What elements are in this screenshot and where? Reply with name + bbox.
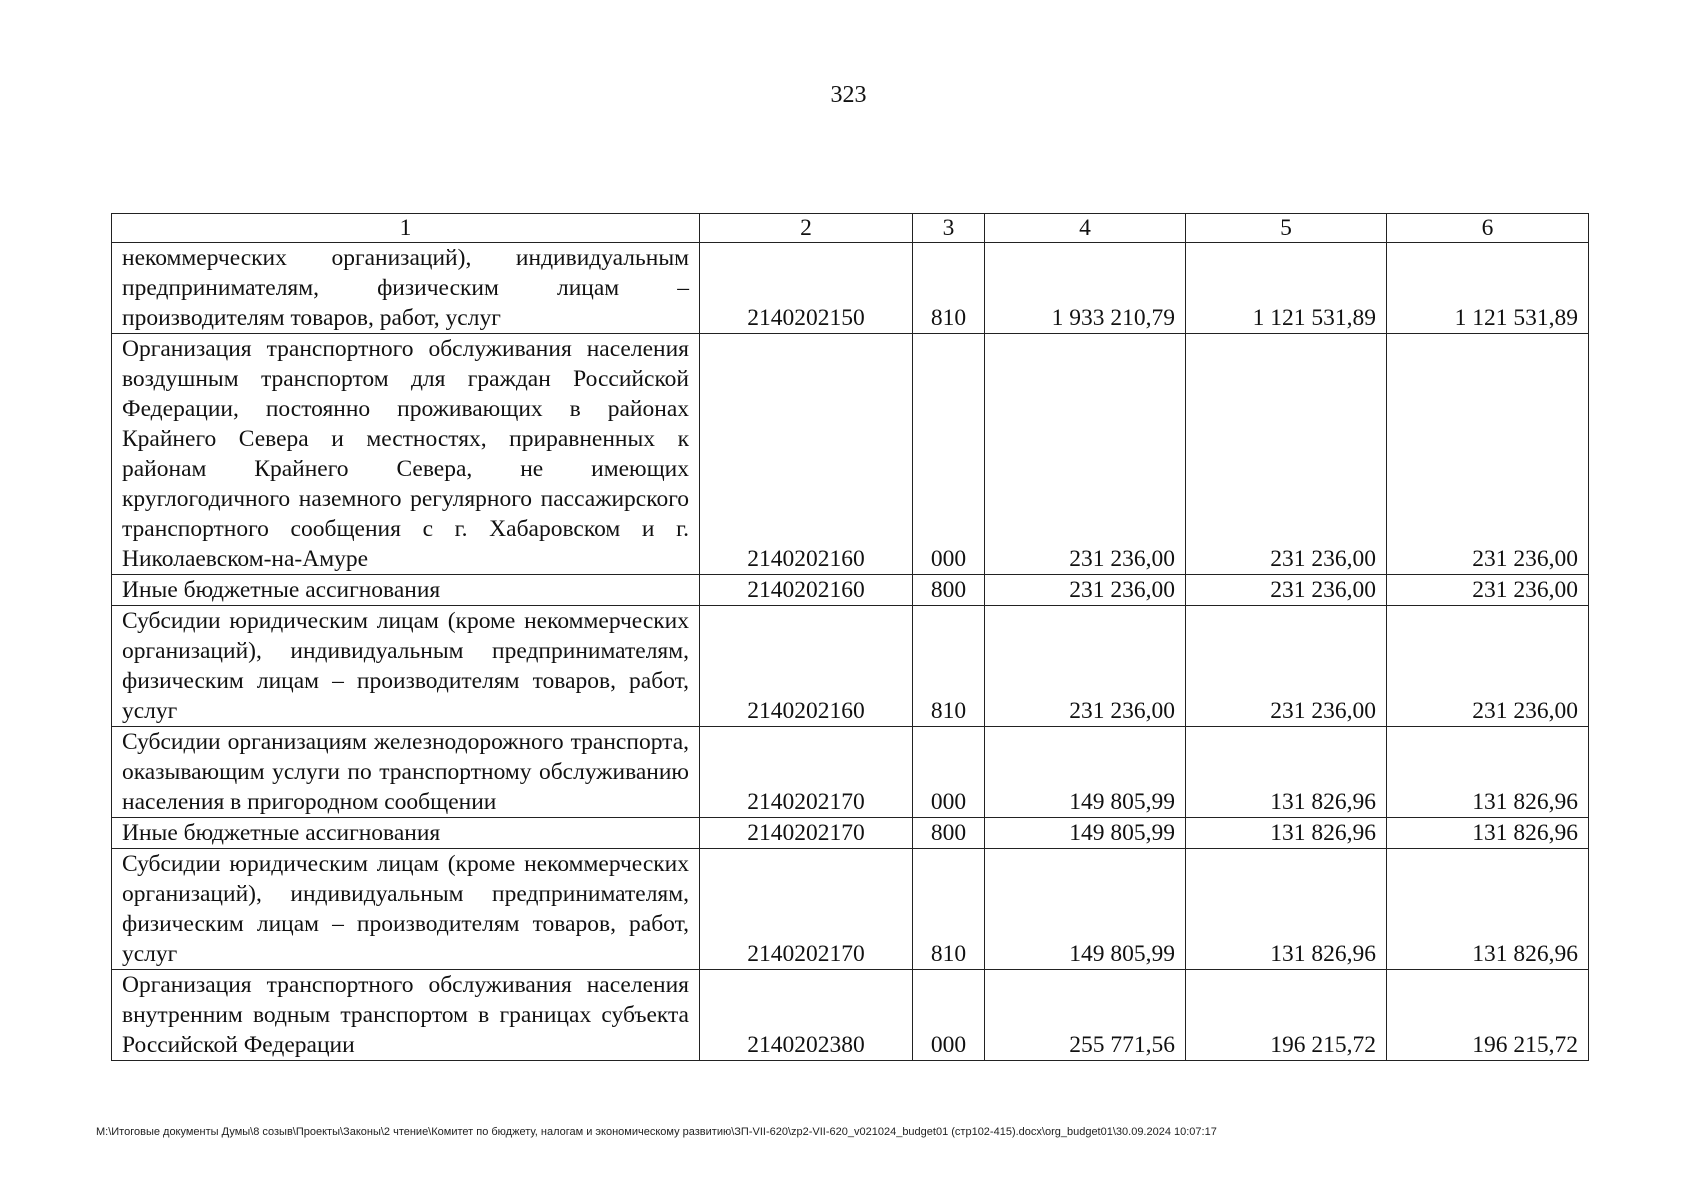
- row-amount-col4: 1 933 210,79: [985, 243, 1186, 334]
- row-amount-col4: 149 805,99: [985, 818, 1186, 849]
- row-description: Иные бюджетные ассигнования: [112, 818, 700, 849]
- row-amount-col5: 131 826,96: [1186, 727, 1387, 818]
- page-number: 323: [830, 82, 867, 108]
- row-target-code: 2140202170: [700, 849, 913, 970]
- row-amount-col4: 149 805,99: [985, 849, 1186, 970]
- column-header: 5: [1186, 214, 1387, 243]
- row-amount-col5: 231 236,00: [1186, 575, 1387, 606]
- table-row: [112, 727, 1589, 818]
- row-amount-col6: 131 826,96: [1387, 849, 1589, 970]
- row-description: Организация транспортного обслуживания населения внутренним водным транспортом в границах субъекта Российской Федерации: [112, 970, 700, 1061]
- row-description: некоммерческих организаций), индивидуальным предпринимателям, физическим лицам – производителям товаров, работ, услуг: [112, 243, 700, 334]
- column-header: 4: [985, 214, 1186, 243]
- row-target-code: 2140202160: [700, 575, 913, 606]
- row-amount-col4: 149 805,99: [985, 727, 1186, 818]
- table-row: [112, 818, 1589, 849]
- row-description: Иные бюджетные ассигнования: [112, 575, 700, 606]
- row-expense-kind: 810: [913, 849, 985, 970]
- budget-table: [111, 213, 1589, 1061]
- row-expense-kind: 000: [913, 727, 985, 818]
- row-expense-kind: 000: [913, 970, 985, 1061]
- row-target-code: 2140202160: [700, 606, 913, 727]
- row-amount-col6: 131 826,96: [1387, 727, 1589, 818]
- row-amount-col6: 231 236,00: [1387, 575, 1589, 606]
- row-amount-col5: 231 236,00: [1186, 334, 1387, 575]
- column-header: 6: [1387, 214, 1589, 243]
- table-row: [112, 334, 1589, 575]
- row-amount-col4: 255 771,56: [985, 970, 1186, 1061]
- row-description: Субсидии юридическим лицам (кроме некоммерческих организаций), индивидуальным предпринимателям, физическим лицам – производителям товаров, работ, услуг: [112, 849, 700, 970]
- column-header: 2: [700, 214, 913, 243]
- row-target-code: 2140202380: [700, 970, 913, 1061]
- row-amount-col6: 1 121 531,89: [1387, 243, 1589, 334]
- row-amount-col6: 131 826,96: [1387, 818, 1589, 849]
- row-amount-col6: 231 236,00: [1387, 334, 1589, 575]
- row-target-code: 2140202150: [700, 243, 913, 334]
- table-row: [112, 970, 1589, 1061]
- row-description: Субсидии организациям железнодорожного транспорта, оказывающим услуги по транспортному обслуживанию населения в пригородном сообщении: [112, 727, 700, 818]
- row-amount-col5: 1 121 531,89: [1186, 243, 1387, 334]
- row-target-code: 2140202170: [700, 727, 913, 818]
- table-row: [112, 849, 1589, 970]
- table-header-row: [112, 214, 1589, 243]
- row-expense-kind: 800: [913, 818, 985, 849]
- row-amount-col4: 231 236,00: [985, 606, 1186, 727]
- row-amount-col5: 196 215,72: [1186, 970, 1387, 1061]
- row-amount-col6: 196 215,72: [1387, 970, 1589, 1061]
- row-target-code: 2140202160: [700, 334, 913, 575]
- row-description: Субсидии юридическим лицам (кроме некоммерческих организаций), индивидуальным предпринимателям, физическим лицам – производителям товаров, работ, услуг: [112, 606, 700, 727]
- column-header: 1: [112, 214, 700, 243]
- row-expense-kind: 800: [913, 575, 985, 606]
- row-amount-col4: 231 236,00: [985, 575, 1186, 606]
- row-target-code: 2140202170: [700, 818, 913, 849]
- row-amount-col5: 131 826,96: [1186, 818, 1387, 849]
- row-expense-kind: 810: [913, 606, 985, 727]
- row-expense-kind: 000: [913, 334, 985, 575]
- row-amount-col5: 131 826,96: [1186, 849, 1387, 970]
- table-row: [112, 243, 1589, 334]
- row-description: Организация транспортного обслуживания населения воздушным транспортом для граждан Российской Федерации, постоянно проживающих в районах Крайнего Севера и местностях, приравненных к районам Крайнего Севера, не имеющих круглогодичного наземного регулярного пассажирского транспортного сообщения с г. Хабаровском и г. Николаевском-на-Амуре: [112, 334, 700, 575]
- row-amount-col5: 231 236,00: [1186, 606, 1387, 727]
- row-amount-col4: 231 236,00: [985, 334, 1186, 575]
- table-row: [112, 606, 1589, 727]
- footer-file-path: M:\Итоговые документы Думы\8 созыв\Проекты\Законы\2 чтение\Комитет по бюджету, налогам и экономическому развитию\ЗП-VII-620\zp2-VII-620_v021024_budget01 (стр102-415).docx\org_budget01\30.09.2024 10:07:17: [96, 1126, 1217, 1138]
- table-row: [112, 575, 1589, 606]
- column-header: 3: [913, 214, 985, 243]
- row-amount-col6: 231 236,00: [1387, 606, 1589, 727]
- row-expense-kind: 810: [913, 243, 985, 334]
